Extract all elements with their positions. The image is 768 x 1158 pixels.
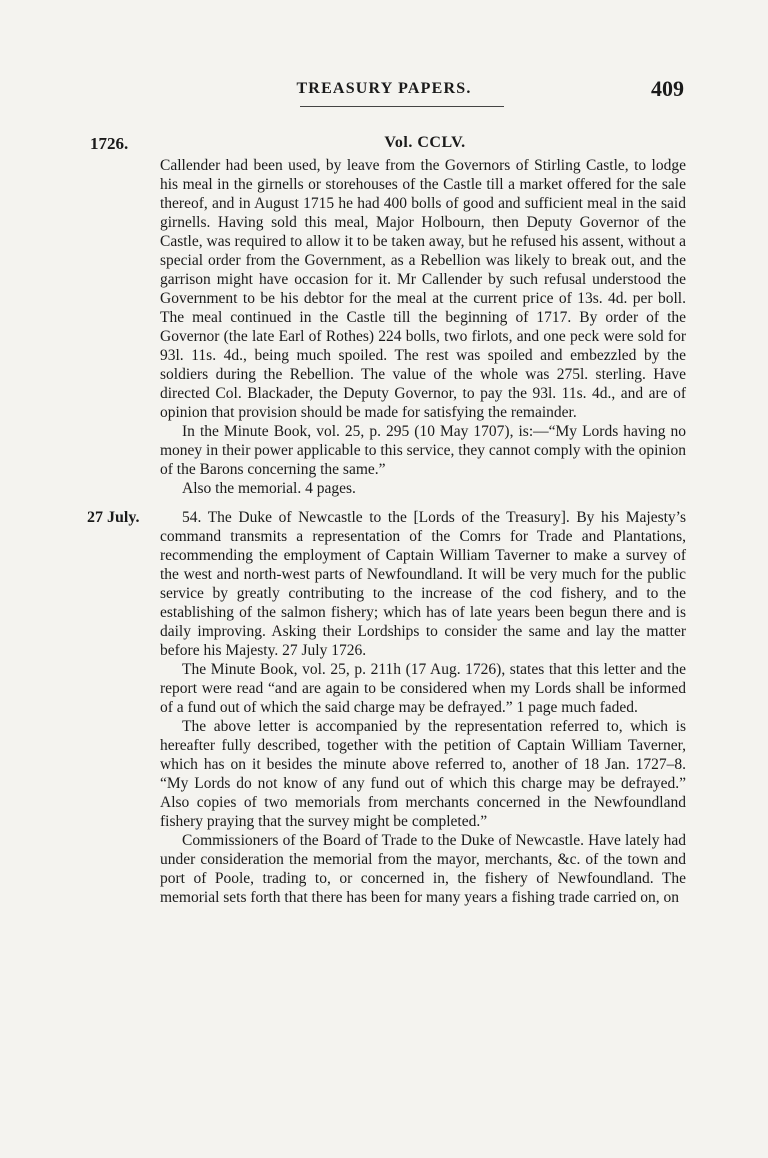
entry-54: [87, 508, 686, 907]
paragraph-newcastle-letter: 54. The Duke of Newcastle to the [Lords of the Treasury]. By his Majesty’s command transmits a representation of the Comrs for Trade and Plantations, recommending the employment of Captain William Taverner to make a survey of the west and north-west parts of Newfoundland. It will be very much for the public service by greatly contributing to the increase of the cod fishery, and to the establishing of the salmon fishery; which has of late years been begun there and is daily improving. Asking their Lordships to consider the same and lay the matter before his Majesty. 27 July 1726.: [160, 509, 686, 659]
running-head: TREASURY PAPERS.: [296, 80, 472, 97]
volume-heading: Vol. CCLV.: [384, 134, 466, 151]
paragraph-minute-book-2: The Minute Book, vol. 25, p. 211h (17 Aug. 1726), states that this letter and the report were read “and are again to be considered when my Lords shall be informed of a fund out of which the said charge may be defrayed.” 1 page much faded.: [160, 661, 686, 716]
paragraph-callender: Callender had been used, by leave from the Governors of Stirling Castle, to lodge his meal in the girnells or storehouses of the Castle till a market offered for the sale thereof, and in August 1715 he had 400 bolls of good and sufficient meal in the said girnells. Having sold this meal, Major Holbourn, then Deputy Governor of the Castle, was required to allow it to be taken away, but he refused his assent, without a special order from the Government, as a Rebellion was likely to break out, and the garrison might have occasion for it. Mr Callender by such refusal understood the Government to be his debtor for the meal at the current price of 13s. 4d. per boll. The meal continued in the Castle till the beginning of 1717. By order of the Governor (the late Earl of Rothes) 224 bolls, two firlots, and one peck were sold for 93l. 11s. 4d., being much spoiled. The rest was spoiled and embezzled by the soldiers during the Rebellion. The value of the whole was 275l. sterling. Have directed Col. Blackader, the Deputy Governor, to pay the 93l. 11s. 4d., and are of opinion that provision should be made for satisfying the remainder.: [160, 157, 686, 421]
paragraph-memorial: Also the memorial. 4 pages.: [182, 480, 356, 497]
paragraph-minute-book-1: In the Minute Book, vol. 25, p. 295 (10 May 1707), is:—“My Lords having no money in their power applicable to this service, they cannot comply with the opinion of the Barons concerning the same.”: [160, 423, 687, 478]
margin-date: 27 July.: [87, 509, 140, 526]
paragraph-accompanying: The above letter is accompanied by the representation referred to, which is hereafter fully described, together with the petition of Captain William Taverner, which has on it besides the minute above referred to, another of 18 Jan. 1727–8. “My Lords do not know of any fund out of which this charge may be defrayed.” Also copies of two memorials from merchants concerned in the Newfoundland fishery praying that the survey might be completed.”: [160, 718, 686, 830]
body-text: [87, 156, 687, 907]
paragraph-board-of-trade: Commissioners of the Board of Trade to the Duke of Newcastle. Have lately had under consideration the memorial from the mayor, merchants, &c. of the town and port of Poole, trading to, or concerned in, the fishery of Newfoundland. The memorial sets forth that there has been for many years a fishing trade carried on, on: [160, 832, 686, 906]
page-number: 409: [651, 76, 684, 101]
header-rule: [300, 106, 504, 107]
watermark: [0, 473, 63, 537]
margin-year: 1726.: [90, 134, 129, 153]
